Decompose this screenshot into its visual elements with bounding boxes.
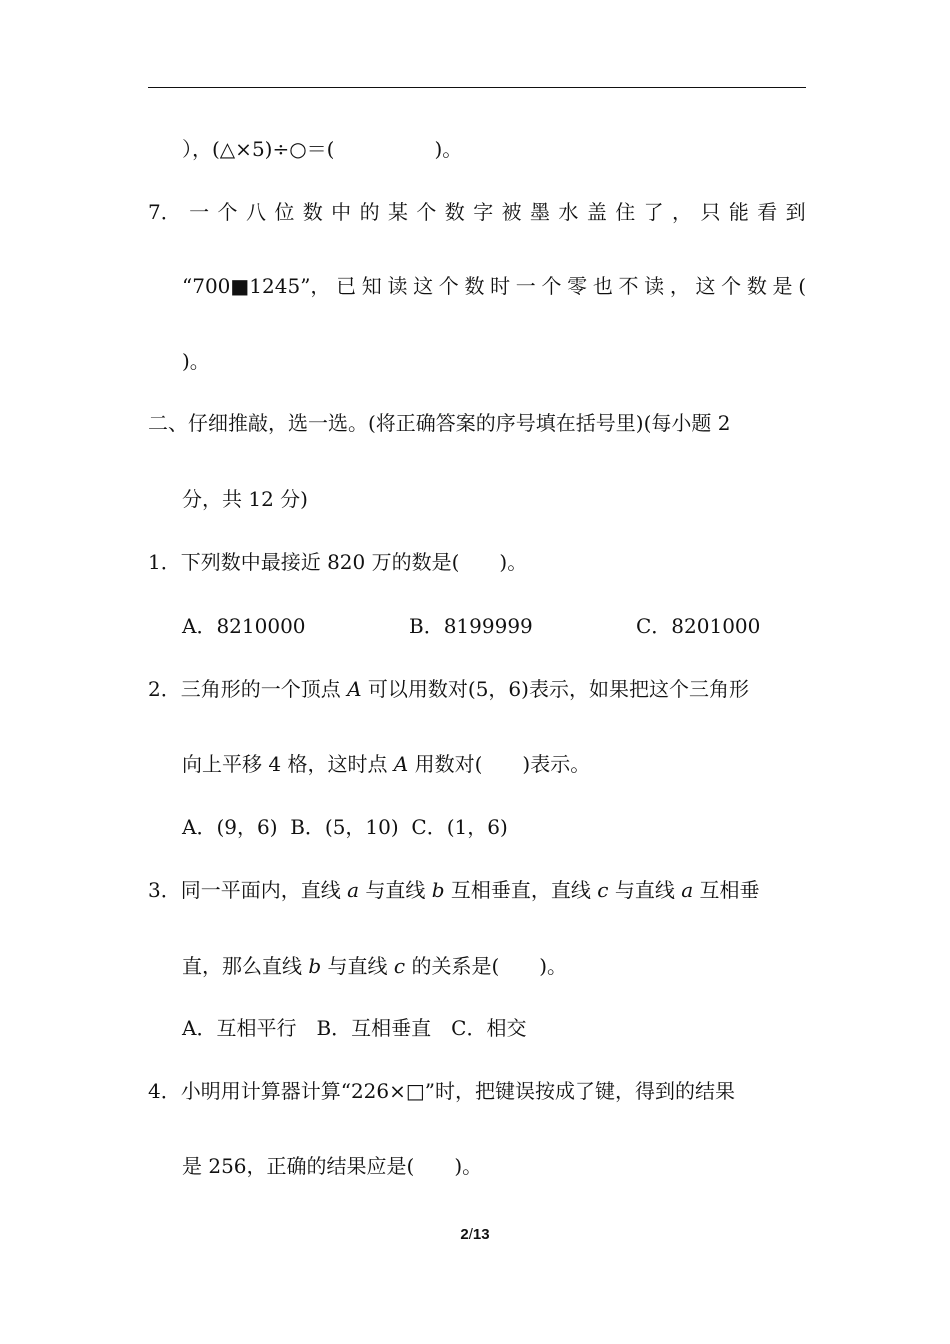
q7-line2-char: 时 [490, 274, 511, 298]
q7-line2-char: “700■1245”， [182, 274, 331, 298]
q6-tail: ），(△×5)÷○＝( )。 [182, 137, 463, 161]
q3-s1c: 互相垂直，直线 [444, 878, 598, 902]
q7-line1-char: 只 [700, 200, 721, 224]
page-number [0, 1226, 950, 1243]
q1-option-a: A．8210000 [182, 614, 306, 638]
q3-s2c: 的关系是( )。 [405, 954, 568, 978]
q3-s1b: 与直线 [359, 878, 432, 902]
q2-stem2-pre: 向上平移 4 格，这时点 [182, 752, 394, 776]
q1-option-c: C．8201000 [636, 614, 761, 638]
q2-var-a: A [347, 677, 362, 701]
q2-stem1-pre: 2．三角形的一个顶点 [148, 677, 348, 701]
q7-line2-char: 这 [413, 274, 434, 298]
q3-var-b2: b [308, 954, 322, 978]
q7-line1-char: 到 [785, 200, 806, 224]
q7-line1-char: 看 [757, 200, 778, 224]
q7-line2-char: 零 [567, 274, 588, 298]
q2-stem-line1 [148, 676, 749, 702]
q7-line1-char: 能 [728, 200, 749, 224]
q7-line1-char: 7． [148, 200, 181, 224]
section2-heading-line1: 二、仔细推敲，选一选。(将正确答案的序号填在括号里)(每小题 2 [148, 411, 731, 435]
q7-line2-char: 一 [515, 274, 536, 298]
page-separator: / [468, 1226, 473, 1243]
q3-options: A．互相平行 B．互相垂直 C．相交 [182, 1016, 527, 1040]
q7-line1-char: 一 [189, 200, 210, 224]
q7-line1-char: 某 [387, 200, 408, 224]
q7-line2-char: ( [798, 274, 806, 298]
q7-line2-char: 也 [592, 274, 613, 298]
q7-line1-char: 个 [217, 200, 238, 224]
q7-line1-char: 水 [558, 200, 579, 224]
q7-line2-char: 这 [695, 274, 716, 298]
q7-stem-line2 [182, 273, 806, 299]
q3-var-b: b [431, 878, 445, 902]
q2-var-a2: A [393, 752, 409, 776]
q7-line2-char: 读 [644, 274, 665, 298]
q3-var-a: a [347, 878, 360, 902]
q7-line2-char: ， [669, 274, 690, 298]
section2-heading-line2: 分，共 12 分) [182, 487, 308, 511]
q2-stem2-post: 用数对( )表示。 [408, 752, 591, 776]
q3-stem-line1 [148, 877, 760, 903]
q7-line2-char: 个 [438, 274, 459, 298]
q3-s2b: 与直线 [321, 954, 394, 978]
q7-line1-char: 中 [331, 200, 352, 224]
q3-var-a2: a [681, 878, 694, 902]
q7-line2-char: 已 [336, 274, 357, 298]
q7-line1-char: 字 [473, 200, 494, 224]
q3-s2a: 直，那么直线 [182, 954, 309, 978]
q7-line1-char: 盖 [586, 200, 607, 224]
q7-line2-char: 不 [618, 274, 639, 298]
q7-stem-line1 [148, 199, 806, 225]
q7-line2-char: 是 [772, 274, 793, 298]
q4-stem-line2: 是 256，正确的结果应是( )。 [182, 1154, 483, 1178]
q7-line2-char: 个 [541, 274, 562, 298]
q7-stem-line3: )。 [182, 349, 210, 373]
q7-line1-char: 被 [501, 200, 522, 224]
q3-var-c: c [597, 878, 609, 902]
q7-line1-char: 墨 [530, 200, 551, 224]
q7-line1-char: 个 [416, 200, 437, 224]
q3-s1a: 3．同一平面内，直线 [148, 878, 348, 902]
q7-line1-char: 的 [359, 200, 380, 224]
q7-line1-char: 数 [444, 200, 465, 224]
q4-stem-line1: 4．小明用计算器计算“226×□”时，把键误按成了键，得到的结果 [148, 1079, 736, 1103]
q3-stem-line2 [182, 953, 567, 979]
q1-option-b: B．8199999 [409, 614, 533, 638]
q3-s1e: 互相垂 [693, 878, 760, 902]
q7-line2-char: 数 [746, 274, 767, 298]
q7-line1-char: 数 [302, 200, 323, 224]
q7-line2-char: 读 [387, 274, 408, 298]
q7-line1-char: ， [672, 200, 693, 224]
q1-stem: 1．下列数中最接近 820 万的数是( )。 [148, 550, 528, 574]
header-rule [148, 87, 806, 88]
q2-options: A．(9，6) B．(5，10) C．(1，6) [182, 815, 508, 839]
page-current: 2 [460, 1226, 469, 1243]
q7-line1-char: 了 [643, 200, 664, 224]
q3-var-c2: c [393, 954, 406, 978]
q7-line2-char: 知 [361, 274, 382, 298]
q7-line2-char: 个 [721, 274, 742, 298]
q7-line2-char: 数 [464, 274, 485, 298]
q3-s1d: 与直线 [608, 878, 682, 902]
q7-line1-char: 住 [615, 200, 636, 224]
page-total: 13 [472, 1226, 490, 1243]
q2-stem1-post: 可以用数对(5，6)表示，如果把这个三角形 [361, 677, 749, 701]
q7-line1-char: 位 [274, 200, 295, 224]
q2-stem-line2 [182, 751, 590, 777]
q7-line1-char: 八 [245, 200, 266, 224]
